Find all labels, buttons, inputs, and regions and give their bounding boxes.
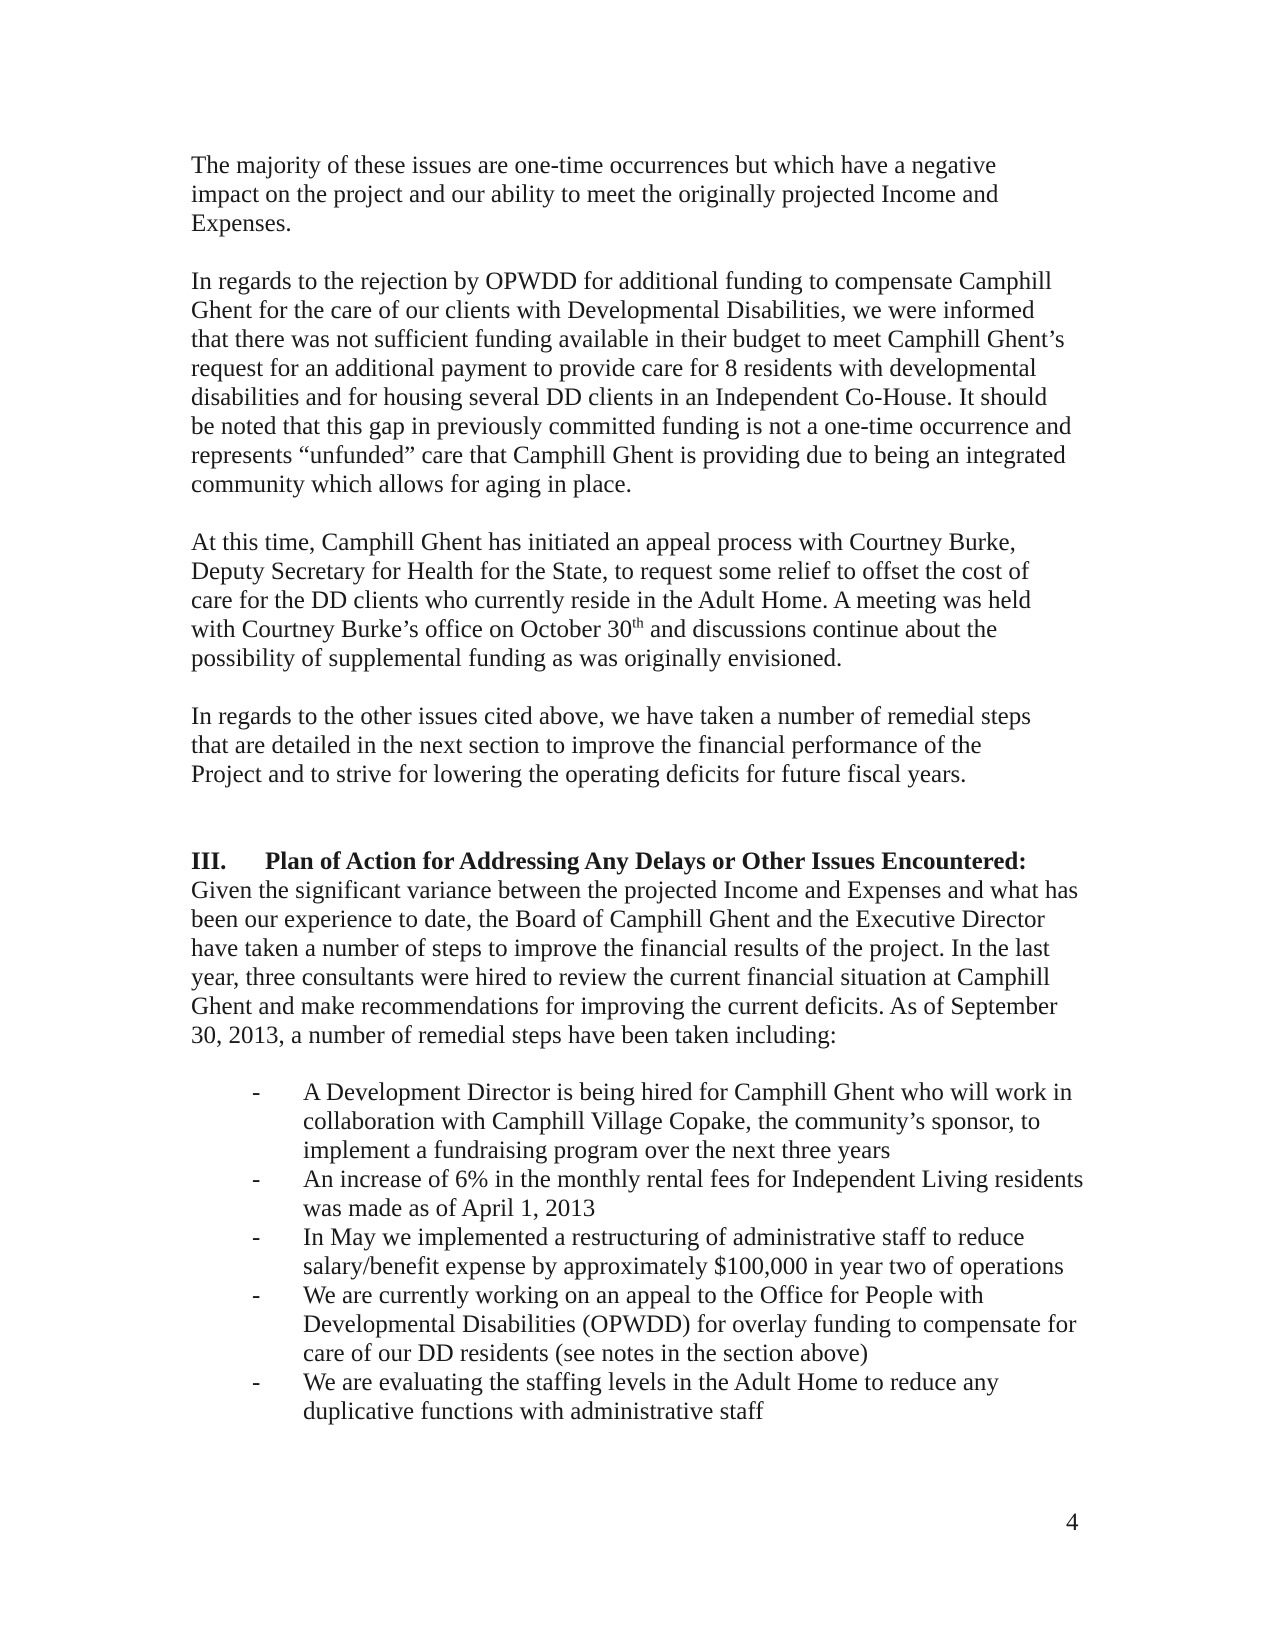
- paragraph-remedial-steps: In regards to the other issues cited above, we have taken a number of remedial steps that are detailed in the next section to improve the financial performance of the Project and to strive for lowering the operating deficits for future fiscal years.: [191, 703, 1031, 788]
- list-item: [191, 1078, 1093, 1165]
- section-number: III.: [191, 848, 227, 875]
- ordinal-suffix: th: [632, 615, 644, 632]
- section-plan-of-action: [191, 847, 1091, 1426]
- list-item: [191, 1281, 1093, 1368]
- page-number: 4: [1066, 1509, 1079, 1536]
- list-item-text: An increase of 6% in the monthly rental fees for Independent Living residents was made as of April 1, 2013: [303, 1166, 1084, 1222]
- page-content: [191, 151, 1091, 1426]
- section-heading: [191, 847, 1091, 876]
- list-item-text: We are currently working on an appeal to the Office for People with Developmental Disabilities (OPWDD) for overlay funding to compensate for care of our DD residents (see notes in the section above): [303, 1282, 1077, 1367]
- appeal-text-before: At this time, Camphill Ghent has initiated an appeal process with Courtney Burke, Deputy Secretary for Health for the State, to request some relief to offset the cost of care for the DD clients who currently reside in the Adult Home. A meeting was held with Courtney Burke’s office on October 30: [191, 529, 1032, 643]
- list-item: [191, 1165, 1093, 1223]
- bullet-dash: -: [252, 1079, 261, 1106]
- bullet-dash: -: [252, 1282, 261, 1309]
- bullet-dash: -: [252, 1369, 261, 1396]
- bullet-dash: -: [252, 1224, 261, 1251]
- list-item: [191, 1368, 1093, 1426]
- list-item-text: A Development Director is being hired for Camphill Ghent who will work in collaboration with Camphill Village Copake, the community’s sponsor, to implement a fundraising program over the next three years: [303, 1079, 1073, 1164]
- list-item-text: In May we implemented a restructuring of administrative staff to reduce salary/benefit expense by approximately $100,000 in year two of operations: [303, 1224, 1064, 1280]
- paragraph-opwdd-rejection: In regards to the rejection by OPWDD for additional funding to compensate Camphill Ghent for the care of our clients with Developmental Disabilities, we were informed that there was not sufficient funding available in their budget to meet Camphill Ghent’s request for an additional payment to provide care for 8 residents with developmental disabilities and for housing several DD clients in an Independent Co-House. It should be noted that this gap in previously committed funding is not a one-time occurrence and represents “unfunded” care that Camphill Ghent is providing due to being an integrated community which allows for aging in place.: [191, 268, 1072, 498]
- paragraph-one-time-issues: The majority of these issues are one-time occurrences but which have a negative impact on the project and our ability to meet the originally projected Income and Expenses.: [191, 152, 999, 237]
- section-title: Plan of Action for Addressing Any Delays or Other Issues Encountered:: [265, 848, 1027, 875]
- paragraph-appeal-process: [191, 528, 1071, 673]
- section-body: Given the significant variance between the projected Income and Expenses and what has been our experience to date, the Board of Camphill Ghent and the Executive Director have taken a number of steps to improve the financial results of the project. In the last year, three consultants were hired to review the current financial situation at Camphill Ghent and make recommendations for improving the current deficits. As of September 30, 2013, a number of remedial steps have been taken including:: [191, 877, 1079, 1049]
- appeal-text-after: and discussions continue about the possibility of supplemental funding as was originally envisioned.: [191, 616, 998, 672]
- remedial-steps-list: [191, 1078, 1091, 1426]
- bullet-dash: -: [252, 1166, 261, 1193]
- list-item-text: We are evaluating the staffing levels in the Adult Home to reduce any duplicative functions with administrative staff: [303, 1369, 999, 1425]
- list-item: [191, 1223, 1093, 1281]
